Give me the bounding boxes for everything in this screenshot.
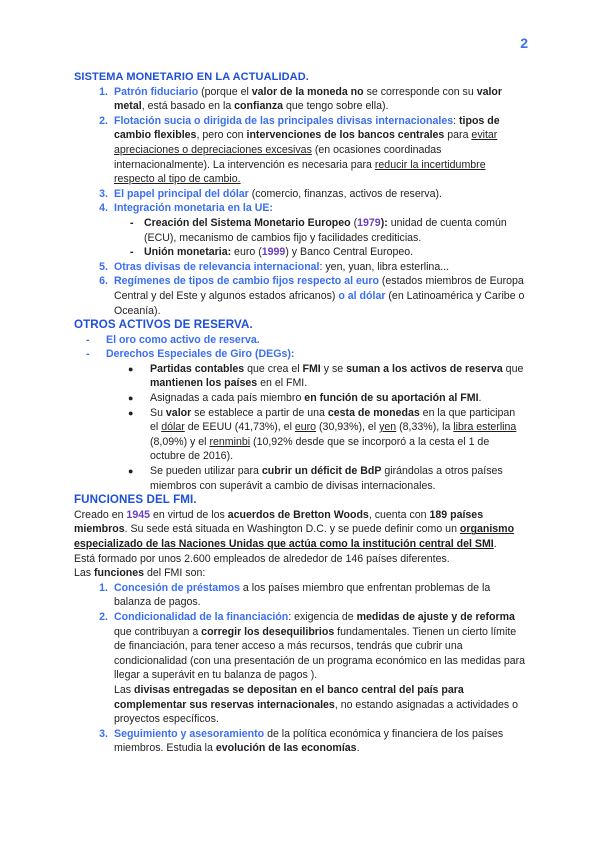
page-number: 2 bbox=[520, 35, 528, 51]
paragraph: Las funciones del FMI son: bbox=[74, 567, 206, 580]
paragraph: Creado en 1945 en virtud de los acuerdos de Bretton Woods, cuenta con 189 países miembros. Su sede está situada en Washington D.C. y se puede definir como un organismo especializado de las Naciones Unidas que actúa como la institución central del SMI. bbox=[74, 508, 515, 550]
document-body bbox=[74, 70, 526, 756]
list-item: 2. Flotación sucia o dirigida de las principales divisas internacionales: tipos de cambio flexibles, pero con intervenciones de los bancos centrales para evitar apreciaciones o depreciaciones excesivas (en ocasiones coordinadas internacionalmente). La intervención es necesaria para reducir la incertidumbre respecto al tipo de cambio. bbox=[99, 114, 500, 186]
list-item: 6. Regímenes de tipos de cambio fijos respecto al euro (estados miembros de Europa Central y del Este y algunos estados africanos) o al dólar (en Latinoamérica y Caribe o Oceanía). bbox=[99, 275, 525, 317]
section-title-sistema-monetario: SISTEMA MONETARIO EN LA ACTUALIDAD. bbox=[74, 71, 309, 83]
sub-list-item: - Unión monetaria: euro (1999) y Banco Central Europeo. bbox=[130, 246, 414, 259]
bullet-item: ● Partidas contables que crea el FMI y se suman a los activos de reserva que mantienen los países en el FMI. bbox=[128, 362, 524, 390]
bullet-item: ● Asignadas a cada país miembro en función de su aportación al FMI. bbox=[128, 392, 482, 405]
dash-item: - Derechos Especiales de Giro (DEGs): bbox=[86, 348, 295, 361]
list-item: 1. Patrón fiduciario (porque el valor de la moneda no se corresponde con su valor metal, está basado en la confianza que tengo sobre ella). bbox=[99, 85, 503, 113]
paragraph: Está formado por unos 2.600 empleados de alrededor de 146 países diferentes. bbox=[74, 552, 450, 565]
dash-item: - El oro como activo de reserva. bbox=[86, 333, 260, 346]
list-item: 3. Seguimiento y asesoramiento de la política económica y financiera de los países miembros. Estudia la evolución de las economías. bbox=[99, 727, 504, 755]
list-item-continuation: Las divisas entregadas se depositan en el banco central del país para complementar sus reservas internacionales, no estando asignadas a actividades o proyectos específicos. bbox=[114, 683, 518, 726]
list-item: 5. Otras divisas de relevancia internacional: yen, yuan, libra esterlina... bbox=[99, 260, 450, 273]
section-title-otros-activos: OTROS ACTIVOS DE RESERVA. bbox=[74, 318, 253, 332]
list-item: 2. Condicionalidad de la financiación: exigencia de medidas de ajuste y de reforma que contribuyan a corregir los desequilibrios fundamentales. Tienen un cierto límite de financiación, para tener acceso a más recursos, tendrás que cubrir una condicionalidad (con una presentación de un programa económico en las medidas para llegar a superávit en tu balanza de pagos ). bbox=[99, 610, 526, 682]
list-item: 1. Concesión de préstamos a los países miembro que enfrentan problemas de la balanza de pagos. bbox=[99, 581, 491, 609]
section-title-funciones-fmi: FUNCIONES DEL FMI. bbox=[74, 493, 197, 507]
list-item: 3. El papel principal del dólar (comercio, finanzas, activos de reserva). bbox=[99, 187, 442, 200]
bullet-item: ● Su valor se establece a partir de una cesta de monedas en la que participan el dólar de EEUU (41,73%), el euro (30,93%), el yen (8,33%), la libra esterlina (8,09%) y el renminbi (10,92% desde que se incorporó a la cesta el 1 de octubre de 2016). bbox=[128, 406, 517, 463]
bullet-item: ● Se pueden utilizar para cubrir un déficit de BdP girándolas a otros países miembros con superávit a cambio de divisas internacionales. bbox=[128, 465, 503, 492]
sub-list-item: - Creación del Sistema Monetario Europeo (1979): unidad de cuenta común (ECU), mecanismo de cambios fijo y facilidades crediticias. bbox=[130, 216, 507, 244]
list-item: 4. Integración monetaria en la UE: bbox=[99, 202, 273, 215]
